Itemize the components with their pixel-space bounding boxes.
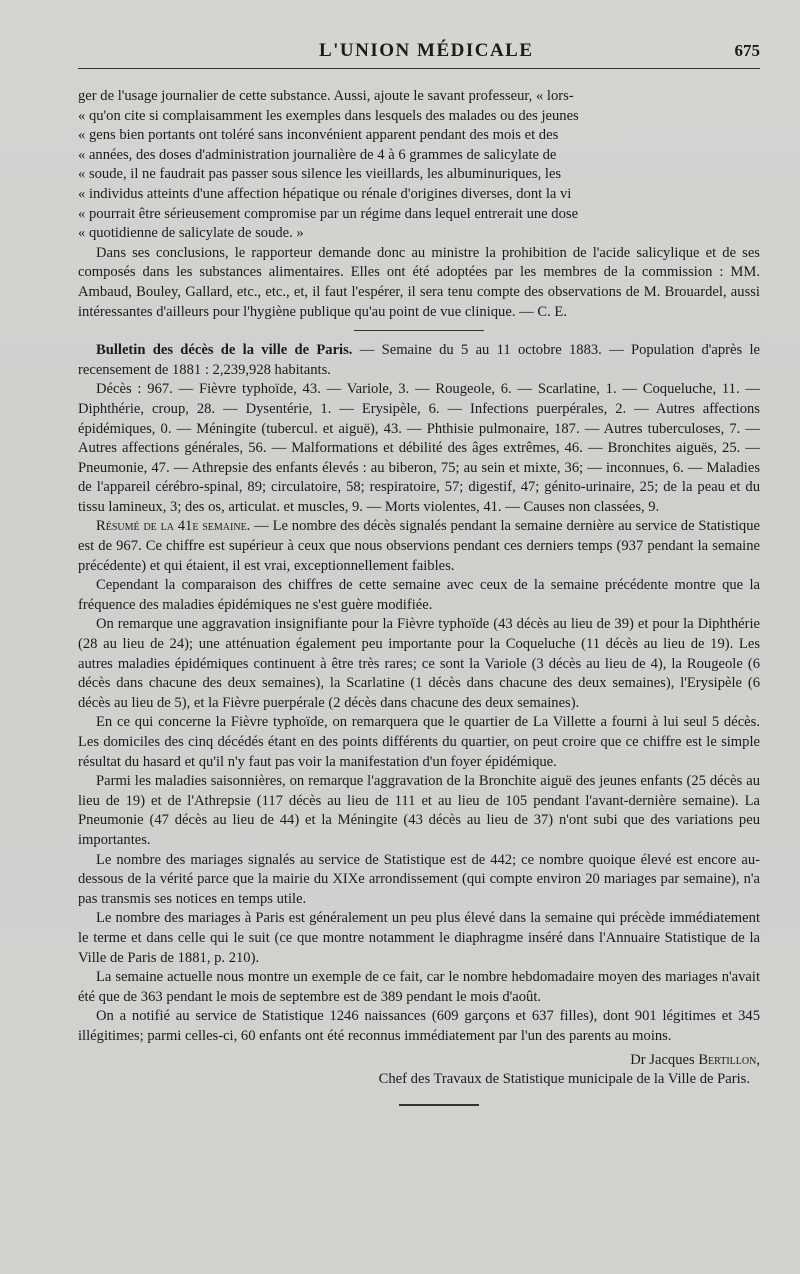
bulletin-heading [78,341,760,380]
paragraph: On remarque une aggravation insignifiante pour la Fièvre typhoïde (43 décès au lieu de 39) et pour la Diphthérie (28 au lieu de 24); une atténuation également peu importante pour la Coqueluche (11 décès au lieu de 19). Les autres maladies épidémiques continuent à être très rares; ce sont la Variole (3 décès au lieu de 4), la Rougeole (6 décès dans chacune des deux semaines), la Scarlatine (1 décès dans chacune des deux semaines), l'Erysipèle (6 décès au lieu de 5), et la Fièvre puerpérale (2 décès dans chacune des deux semaines). [78,616,760,711]
quote-line: ger de l'usage journalier de cette substance. Aussi, ajoute le savant professeur, « lors- [78,88,574,104]
quote-line: « gens bien portants ont toléré sans inconvénient apparent pendant des mois et des [78,127,559,144]
resume-text: — Le nombre des décès signalés pendant la semaine dernière au service de Statistique est de 967. Ce chiffre est supérieur à ceux que nous observions pendant ces derniers temps (937 pendant la semaine précédente) et qui étaient, il est vrai, exceptionnellement faibles. [78,518,760,574]
paragraph: Cependant la comparaison des chiffres de cette semaine avec ceux de la semaine précédente montre que la fréquence des maladies épidémiques ne s'est guère modifiée. [78,577,760,613]
journal-title: L'UNION MÉDICALE [318,40,534,61]
quote-line: « années, des doses d'administration journalière de 4 à 6 grammes de salicylate de [78,146,557,163]
signature-name: Bertillon, [698,1051,760,1068]
paragraph: En ce qui concerne la Fièvre typhoïde, on remarquera que le quartier de La Villette a fourni à lui seul 5 décès. Les domiciles des cinq décédés étant en des points différents du quartier, on peut croire que ce chiffre est le simple résultat du hasard et qu'il n'y faut pas voir la manifestation d'un foyer épidémique. [78,714,760,770]
paragraph: Parmi les maladies saisonnières, on remarque l'aggravation de la Bronchite aiguë des jeunes enfants (25 décès au lieu de 19) et de l'Athrepsie (117 décès au lieu de 111 et au lieu de 105 pendant l'avant-dernière semaine). La Pneumonie (47 décès au lieu de 44) et la Méningite (43 décès au lieu de 37) n'ont subi que des variations peu importantes. [78,773,760,848]
paragraph: On a notifié au service de Statistique 1246 naissances (609 garçons et 637 filles), dont 901 légitimes et 345 illégitimes; parmi celles-ci, 60 enfants ont été reconnus immédiatement par l'un des parents au moins. [78,1008,760,1044]
quotation [78,87,760,244]
quote-line: « individus atteints d'une affection hépatique ou rénale d'origines diverses, dont la vi [78,185,572,202]
quote-line: « pourrait être sérieusement compromise par un régime dans lequel entrerait une dose [78,205,579,222]
paragraph: La semaine actuelle nous montre un exemple de ce fait, car le nombre hebdomadaire moyen des mariages n'avait été que de 363 pendant le mois de septembre est de 389 pendant le mois d'août. [78,969,760,1005]
paragraph: Le nombre des mariages signalés au service de Statistique est de 442; ce nombre quoique élevé est encore au-dessous de la vérité parce que la mairie du XIXe arrondissement (qui compte environ 20 mariages par semaine), n'a pas transmis ses notices en temps utile. [78,851,760,907]
page-header [78,40,760,69]
signature-prefix: Dr Jacques [630,1051,699,1068]
quote-line: « soude, il ne faudrait pas passer sous silence les vieillards, les albuminuriques, les [78,166,562,183]
resume-label: Résumé de la 41e semaine. [96,518,251,535]
bulletin-title: Bulletin des décès de la ville de Paris. [96,342,353,359]
page-number: 675 [734,41,760,60]
bottom-divider [399,1104,479,1106]
section-divider [354,330,484,331]
quote-line: « qu'on cite si complaisamment les exemples dans lesquels des malades ou des jeunes [78,107,579,124]
resume-paragraph [78,517,760,576]
article-body [78,87,760,1106]
quote-line: « quotidienne de salicylate de soude. » [78,225,304,242]
signature [78,1051,760,1071]
deces-list: Décès : 967. — Fièvre typhoïde, 43. — Variole, 3. — Rougeole, 6. — Scarlatine, 1. — Coqueluche, 11. — Diphthérie, croup, 28. — Dysentérie, 1. — Erysipèle, 6. — Infections puerpérales, 2. — Autres affections épidémiques, 0. — Méningite (tubercul. et aiguë), 43. — Phthisie pulmonaire, 187. — Autres tuberculoses, 7. — Autres affections générales, 56. — Malformations et débilité des âges extrêmes, 46. — Bronchites aiguës, 25. — Pneumonie, 47. — Athrepsie des enfants élevés : au biberon, 75; au sein et mixte, 36; — inconnues, 6. — Maladies de l'appareil cérébro-spinal, 89; circulatoire, 58; respiratoire, 57; digestif, 47; génito-urinaire, 25; de la peau et du tissu lamineux, 3; des os, articulat. et muscles, 9. — Morts violentes, 41. — Causes non classées, 9. [78,381,760,515]
conclusion-paragraph: Dans ses conclusions, le rapporteur demande donc au ministre la prohibition de l'acide salicylique et de ses composés dans les substances alimentaires. Elles ont été adoptées par les membres de la commission : MM. Ambaud, Bouley, Gallard, etc., etc., et, il faut l'espérer, il sera tenu compte des observations de M. Brouardel, aussi intéressantes d'ailleurs pour l'hygiène publique qu'au point de vue clinique. — C. E. [78,244,760,320]
signature-role: Chef des Travaux de Statistique municipale de la Ville de Paris. [378,1071,750,1088]
paragraph: Le nombre des mariages à Paris est généralement un peu plus élevé dans la semaine qui précède immédiatement le terme et dans celle qui le suit (ce que montre notamment le diaphragme inséré dans l'Annuaire Statistique de la Ville de Paris de 1881, p. 210). [78,910,760,966]
bulletin-subtitle: — Semaine du 5 au 11 octobre 1883. — Population d'après le recensement de 1881 : 2,239,928 habitants. [78,342,760,378]
